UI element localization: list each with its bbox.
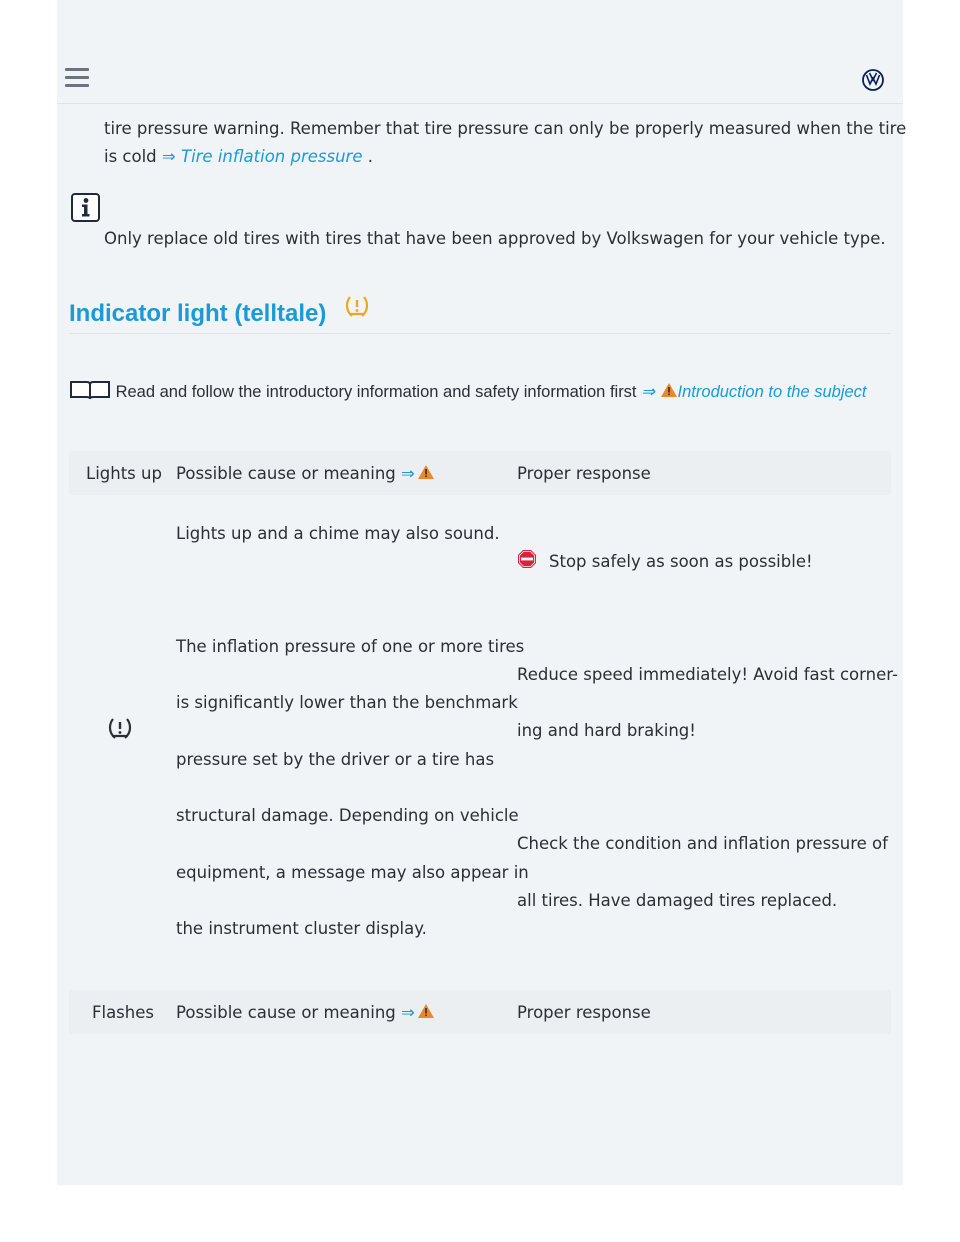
tire-inflation-pressure-link[interactable] <box>162 147 363 166</box>
warning-triangle-icon[interactable] <box>417 1003 435 1019</box>
header-col1-flashes: Flashes <box>92 1003 154 1022</box>
header2-col2-text: Possible cause or meaning <box>176 1003 396 1022</box>
header2-col2-cause <box>176 1003 415 1022</box>
intro-link-text: Introduction to the subject <box>677 383 867 401</box>
header2-col3-response: Proper response <box>517 1003 651 1022</box>
warning-triangle-icon[interactable] <box>417 464 435 480</box>
stop-icon <box>517 549 537 569</box>
introduction-link[interactable] <box>637 383 867 401</box>
paragraph-line-3-suffix: . <box>362 147 373 166</box>
cause-line: the instrument cluster display. <box>176 919 427 938</box>
link-arrow: ⇒ <box>161 147 176 166</box>
response-line: Stop safely as soon as possible! <box>549 552 813 571</box>
section-title: Indicator light (telltale) <box>69 300 327 327</box>
paragraph-line-3-prefix: is cold <box>104 147 162 166</box>
intro-text: Read and follow the introductory information and safety information first <box>111 383 637 401</box>
cause-line: equipment, a message may also appear in <box>176 863 529 882</box>
tpms-icon <box>344 294 370 318</box>
tpms-icon <box>107 716 133 740</box>
book-icon <box>69 379 111 401</box>
header-col2-warning-link[interactable] <box>401 464 415 483</box>
response-line: ing and hard braking! <box>517 721 696 740</box>
response-line: all tires. Have damaged tires replaced. <box>517 891 838 910</box>
top-bar <box>57 0 903 104</box>
paragraph-line-3 <box>104 147 373 166</box>
header-col2-cause <box>176 464 415 483</box>
header-col2-text: Possible cause or meaning <box>176 464 396 483</box>
warning-triangle-icon <box>660 382 678 398</box>
intro-link-arrow: ⇒ <box>641 383 655 401</box>
cause-line: is significantly lower than the benchmark <box>176 693 518 712</box>
header2-arrow: ⇒ <box>401 1003 415 1022</box>
hamburger-menu-icon[interactable] <box>65 68 89 90</box>
cause-line: pressure set by the driver or a tire has <box>176 750 495 769</box>
response-line: Reduce speed immediately! Avoid fast corner- <box>517 665 898 684</box>
info-icon <box>71 193 100 222</box>
header2-col2-warning-link[interactable] <box>401 1003 415 1022</box>
section-divider <box>69 333 891 334</box>
paragraph-line-2: tire pressure warning. Remember that tire pressure can only be properly measured when the tire <box>104 119 907 138</box>
vw-logo-icon[interactable] <box>862 69 884 91</box>
info-note-text: Only replace old tires with tires that have been approved by Volkswagen for your vehicle type. <box>104 229 886 248</box>
cause-line: structural damage. Depending on vehicle <box>176 806 519 825</box>
header-col1-lights-up: Lights up <box>86 464 162 483</box>
cause-line: Lights up and a chime may also sound. <box>176 524 500 543</box>
header-arrow: ⇒ <box>401 464 415 483</box>
intro-paragraph <box>69 378 889 406</box>
cause-line: The inflation pressure of one or more tires <box>176 637 525 656</box>
header-col3-response: Proper response <box>517 464 651 483</box>
response-line: Check the condition and inflation pressure of <box>517 834 888 853</box>
link-text: Tire inflation pressure <box>180 147 363 166</box>
